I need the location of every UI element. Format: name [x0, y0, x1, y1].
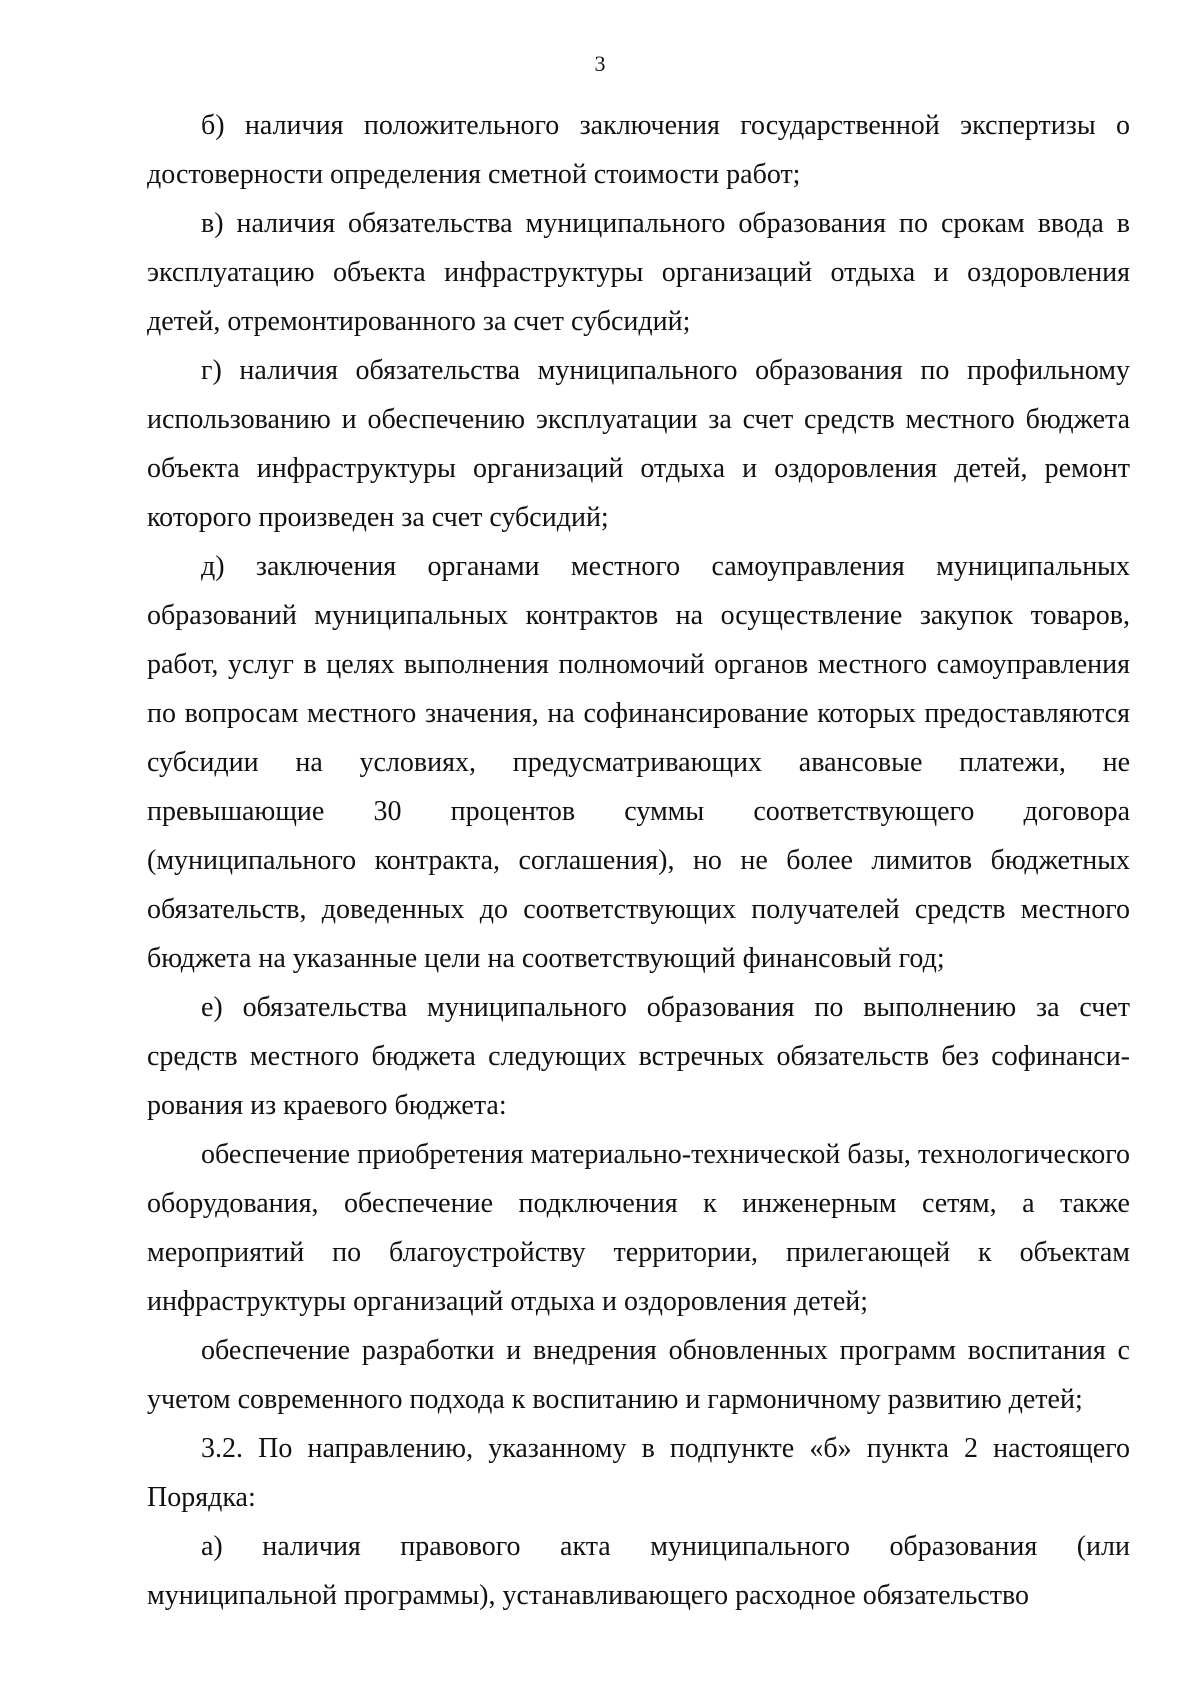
document-body — [147, 101, 1130, 1620]
paragraph-v-commissioning: в) наличия обязательства муниципального образования по срокам ввода в эксплуатацию объекта инфраструктуры организаций отдыха и оздоровления детей, отремонтированного за счет субсидий; — [147, 208, 1130, 337]
paragraph-e-obligations: е) обязательства муниципального образования по выполнению за счет средств местного бюджета следующих встречных обязательств без софинанси-рования из краевого бюджета: — [147, 992, 1130, 1121]
paragraph-a-legal-act: а) наличия правового акта муниципального образования (или муниципальной программы), устанавливающего расходное обязательство — [147, 1531, 1130, 1611]
paragraph-b-expertise: б) наличия положительного заключения государственной экспертизы о достоверности определения сметной стоимости работ; — [147, 110, 1130, 190]
paragraph-d-contracts: д) заключения органами местного самоуправления муниципальных образований муниципальных контрактов на осуществление закупок товаров, работ, услуг в целях выполнения полномочий органов местного самоуправления по вопросам местного значения, на софинансирование которых предоставляются субсидии на условиях, предусматривающих авансовые платежи, не превышающие 30 процентов суммы соответствующего договора (муниципального контракта, соглашения), но не более лимитов бюджетных обязательств, доведенных до соответствующих получателей средств местного бюджета на указанные цели на соответствующий финансовый год; — [147, 551, 1130, 974]
paragraph-g-usage: г) наличия обязательства муниципального образования по профильному использованию и обеспечению эксплуатации за счет средств местного бюджета объекта инфраструктуры организаций отдыха и оздоровления детей, ремонт которого произведен за счет субсидий; — [147, 355, 1130, 533]
paragraph-equipment: обеспечение приобретения материально-технической базы, технологического оборудования, обеспечение подключения к инженерным сетям, а также мероприятий по благоустройству территории, прилегающей к объектам инфраструктуры организаций отдыха и оздоровления детей; — [147, 1139, 1130, 1317]
page-number: 3 — [594, 51, 606, 76]
paragraph-3-2: 3.2. По направлению, указанному в подпункте «б» пункта 2 настоящего Порядка: — [147, 1433, 1130, 1513]
paragraph-programs: обеспечение разработки и внедрения обновленных программ воспитания с учетом современного подхода к воспитанию и гармоничному развитию детей; — [147, 1335, 1130, 1415]
